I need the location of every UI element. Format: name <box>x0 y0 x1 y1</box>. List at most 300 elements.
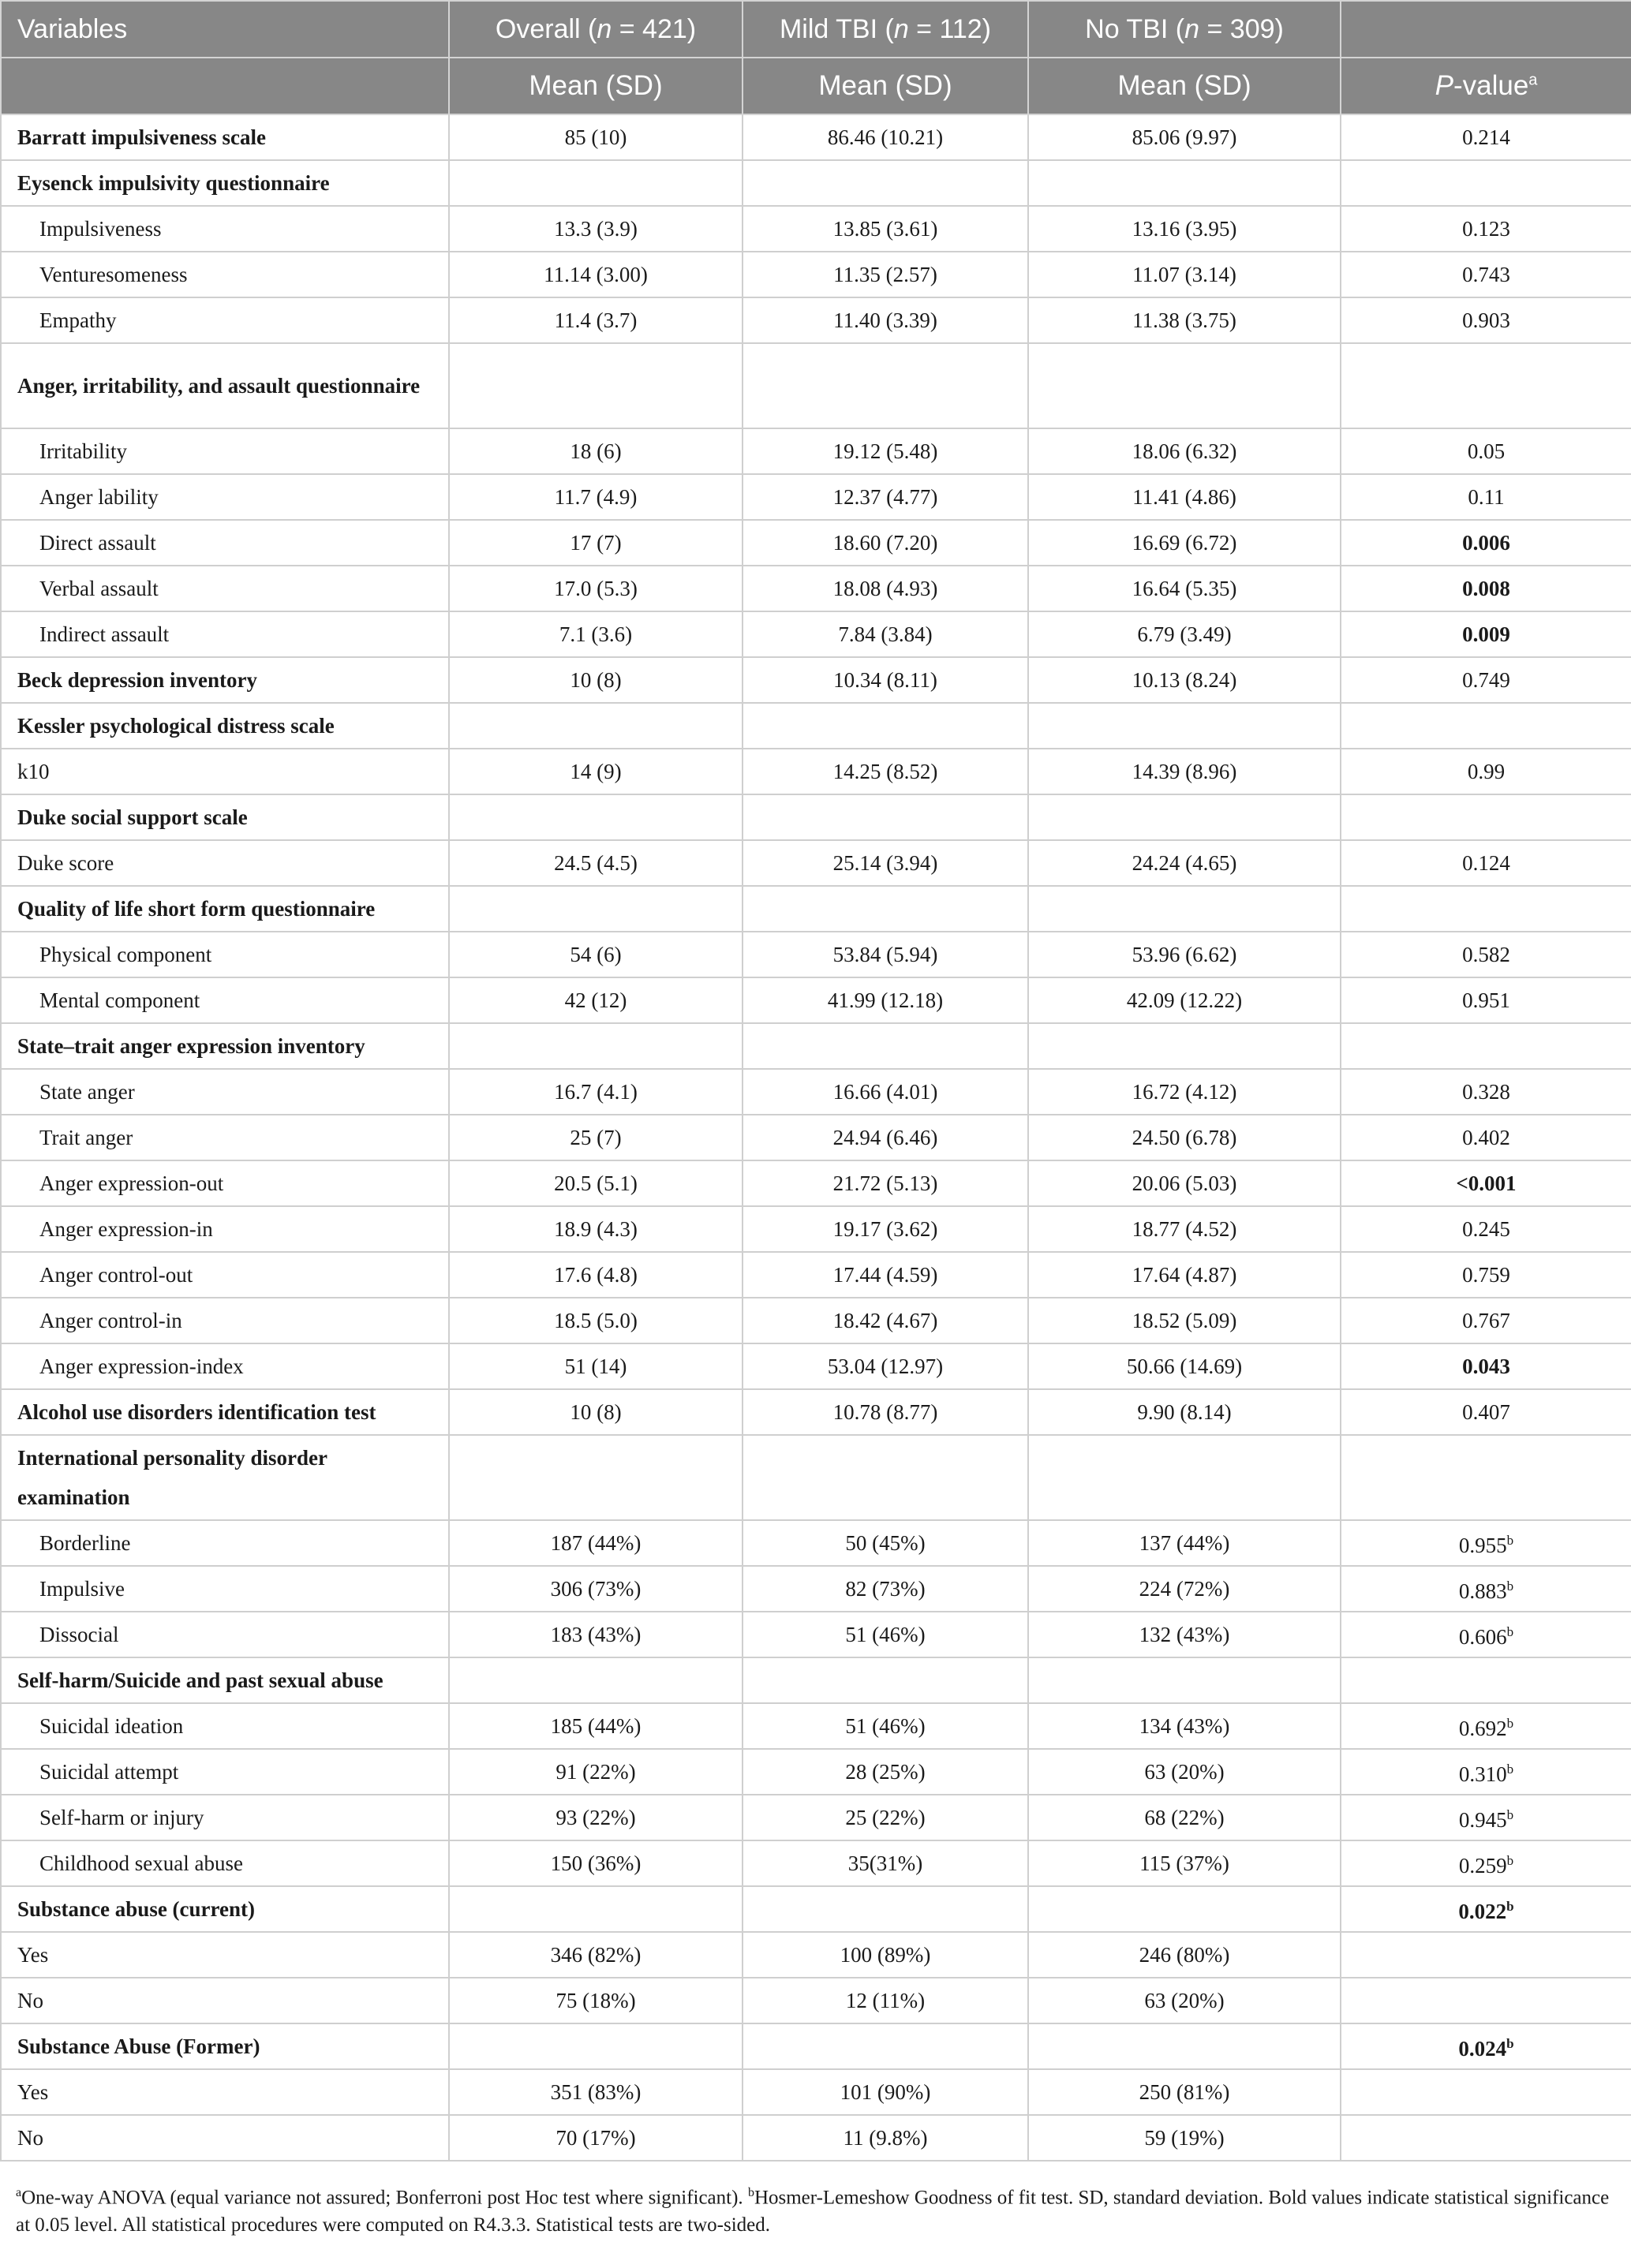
row-label: Verbal assault <box>1 566 449 611</box>
table-row <box>1 1343 1631 1389</box>
cell-no-tbi <box>1028 1023 1341 1069</box>
cell-pvalue <box>1341 1069 1631 1115</box>
footnote-marker: b <box>1506 2036 1514 2051</box>
cell-pvalue <box>1341 749 1631 794</box>
cell-no-tbi: 18.06 (6.32) <box>1028 428 1341 474</box>
cell-mild-tbi: 21.72 (5.13) <box>743 1160 1028 1206</box>
table-row <box>1 1795 1631 1840</box>
cell-mild-tbi: 11.40 (3.39) <box>743 297 1028 343</box>
row-label: Impulsiveness <box>1 206 449 252</box>
table-header <box>1 1 1631 114</box>
cell-overall: 7.1 (3.6) <box>449 611 743 657</box>
cell-mild-tbi: 14.25 (8.52) <box>743 749 1028 794</box>
header-blank <box>1341 1 1631 58</box>
cell-mild-tbi: 18.42 (4.67) <box>743 1298 1028 1343</box>
header-mild-tbi: Mild TBI (n = 112) <box>743 1 1028 58</box>
cell-overall: 11.7 (4.9) <box>449 474 743 520</box>
pvalue-text: 0.310 <box>1458 1762 1507 1786</box>
cell-no-tbi <box>1028 1435 1341 1520</box>
cell-pvalue <box>1341 1520 1631 1566</box>
pvalue-text: 0.749 <box>1462 668 1510 692</box>
cell-mild-tbi: 53.04 (12.97) <box>743 1343 1028 1389</box>
table-row <box>1 1206 1631 1252</box>
row-label: Anger lability <box>1 474 449 520</box>
pvalue-text: 0.945 <box>1458 1808 1507 1832</box>
cell-mild-tbi <box>743 1886 1028 1932</box>
table-row <box>1 977 1631 1023</box>
row-label: No <box>1 1978 449 2023</box>
cell-no-tbi <box>1028 703 1341 749</box>
cell-overall <box>449 1435 743 1520</box>
cell-no-tbi: 11.07 (3.14) <box>1028 252 1341 297</box>
row-label: Barratt impulsiveness scale <box>1 114 449 160</box>
cell-no-tbi: 137 (44%) <box>1028 1520 1341 1566</box>
pvalue-text: 0.05 <box>1467 439 1506 463</box>
footnote-marker: b <box>1506 1762 1514 1777</box>
cell-mild-tbi: 100 (89%) <box>743 1932 1028 1978</box>
cell-mild-tbi: 17.44 (4.59) <box>743 1252 1028 1298</box>
cell-overall: 306 (73%) <box>449 1566 743 1612</box>
row-label: Physical component <box>1 932 449 977</box>
cell-mild-tbi <box>743 794 1028 840</box>
cell-no-tbi: 53.96 (6.62) <box>1028 932 1341 977</box>
cell-no-tbi: 11.41 (4.86) <box>1028 474 1341 520</box>
pvalue-text: 0.123 <box>1462 217 1510 241</box>
header-mean-sd: Mean (SD) <box>449 58 743 114</box>
cell-overall: 187 (44%) <box>449 1520 743 1566</box>
table-row <box>1 1389 1631 1435</box>
cell-overall <box>449 794 743 840</box>
table-row <box>1 1115 1631 1160</box>
row-label: Dissocial <box>1 1612 449 1657</box>
table-row <box>1 474 1631 520</box>
cell-no-tbi: 17.64 (4.87) <box>1028 1252 1341 1298</box>
row-label: Borderline <box>1 1520 449 1566</box>
cell-pvalue <box>1341 1435 1631 1520</box>
cell-overall: 11.14 (3.00) <box>449 252 743 297</box>
table-row <box>1 1749 1631 1795</box>
footnote-marker: b <box>1506 1533 1514 1548</box>
cell-pvalue <box>1341 1795 1631 1840</box>
cell-pvalue <box>1341 1566 1631 1612</box>
row-label: Impulsive <box>1 1566 449 1612</box>
table-row <box>1 2069 1631 2115</box>
cell-no-tbi: 14.39 (8.96) <box>1028 749 1341 794</box>
row-label: Yes <box>1 1932 449 1978</box>
row-label: Suicidal attempt <box>1 1749 449 1795</box>
pvalue-text: 0.99 <box>1467 760 1506 783</box>
cell-overall: 42 (12) <box>449 977 743 1023</box>
cell-no-tbi: 59 (19%) <box>1028 2115 1341 2161</box>
header-no-tbi: No TBI (n = 309) <box>1028 1 1341 58</box>
cell-mild-tbi: 10.78 (8.77) <box>743 1389 1028 1435</box>
cell-mild-tbi: 101 (90%) <box>743 2069 1028 2115</box>
row-label: Irritability <box>1 428 449 474</box>
pvalue-text: 0.009 <box>1462 622 1510 646</box>
cell-overall: 10 (8) <box>449 657 743 703</box>
cell-pvalue <box>1341 1343 1631 1389</box>
header-row-groups <box>1 1 1631 58</box>
cell-overall <box>449 703 743 749</box>
cell-no-tbi: 63 (20%) <box>1028 1978 1341 2023</box>
cell-pvalue <box>1341 1252 1631 1298</box>
pvalue-text: 0.008 <box>1462 577 1510 600</box>
cell-overall: 16.7 (4.1) <box>449 1069 743 1115</box>
cell-overall: 346 (82%) <box>449 1932 743 1978</box>
pvalue-text: 0.767 <box>1462 1309 1510 1332</box>
pvalue-text: 0.214 <box>1462 125 1510 149</box>
cell-no-tbi <box>1028 1886 1341 1932</box>
header-overall: Overall (n = 421) <box>449 1 743 58</box>
row-label: No <box>1 2115 449 2161</box>
cell-pvalue <box>1341 1612 1631 1657</box>
cell-mild-tbi: 18.60 (7.20) <box>743 520 1028 566</box>
footnote-marker: b <box>1506 1899 1514 1914</box>
cell-overall: 183 (43%) <box>449 1612 743 1657</box>
cell-mild-tbi: 82 (73%) <box>743 1566 1028 1612</box>
cell-overall <box>449 1023 743 1069</box>
cell-pvalue <box>1341 428 1631 474</box>
row-label: Substance abuse (current) <box>1 1886 449 1932</box>
cell-mild-tbi: 50 (45%) <box>743 1520 1028 1566</box>
pvalue-text: 0.245 <box>1462 1217 1510 1241</box>
cell-no-tbi: 132 (43%) <box>1028 1612 1341 1657</box>
cell-mild-tbi: 24.94 (6.46) <box>743 1115 1028 1160</box>
pvalue-text: <0.001 <box>1456 1171 1517 1195</box>
table-row <box>1 657 1631 703</box>
pvalue-text: 0.883 <box>1458 1579 1507 1603</box>
row-label: State anger <box>1 1069 449 1115</box>
cell-mild-tbi: 13.85 (3.61) <box>743 206 1028 252</box>
table-row <box>1 1520 1631 1566</box>
header-row-stats <box>1 58 1631 114</box>
header-blank <box>1 58 449 114</box>
pvalue-text: 0.759 <box>1462 1263 1510 1287</box>
cell-mild-tbi <box>743 886 1028 932</box>
cell-no-tbi: 134 (43%) <box>1028 1703 1341 1749</box>
table-body <box>1 114 1631 2161</box>
table-row <box>1 428 1631 474</box>
cell-no-tbi: 224 (72%) <box>1028 1566 1341 1612</box>
table-row <box>1 1703 1631 1749</box>
row-label: Anger expression-index <box>1 1343 449 1389</box>
table-row <box>1 1435 1631 1520</box>
cell-no-tbi: 16.72 (4.12) <box>1028 1069 1341 1115</box>
row-label: Self-harm or injury <box>1 1795 449 1840</box>
cell-no-tbi: 13.16 (3.95) <box>1028 206 1341 252</box>
cell-overall: 17 (7) <box>449 520 743 566</box>
cell-mild-tbi <box>743 1657 1028 1703</box>
cell-pvalue <box>1341 1023 1631 1069</box>
cell-mild-tbi: 10.34 (8.11) <box>743 657 1028 703</box>
cell-overall: 11.4 (3.7) <box>449 297 743 343</box>
table-row <box>1 1160 1631 1206</box>
table-footnote: $^a$One-way ANOVA (equal variance not assured; Bonferroni post Hoc test where significant). $^b$Hosmer-Lemeshow Goodness of fit test. SD, standard deviation. Bold values indicate statistical significance at 0.05 level. All statistical procedures were computed on R4.3.3. Statistical tests are two-sided. <box>16 2186 1610 2236</box>
cell-pvalue <box>1341 1703 1631 1749</box>
table-row <box>1 1069 1631 1115</box>
cell-pvalue <box>1341 1840 1631 1886</box>
cell-overall: 91 (22%) <box>449 1749 743 1795</box>
pvalue-text: 0.407 <box>1462 1400 1510 1424</box>
cell-mild-tbi <box>743 343 1028 428</box>
cell-no-tbi <box>1028 794 1341 840</box>
table-row <box>1 1840 1631 1886</box>
cell-pvalue <box>1341 657 1631 703</box>
cell-pvalue <box>1341 1298 1631 1343</box>
cell-pvalue <box>1341 114 1631 160</box>
row-label: Anger, irritability, and assault questionnaire <box>1 343 449 428</box>
cell-no-tbi: 10.13 (8.24) <box>1028 657 1341 703</box>
pvalue-text: 0.402 <box>1462 1126 1510 1149</box>
pvalue-text: 0.328 <box>1462 1080 1510 1104</box>
cell-overall: 185 (44%) <box>449 1703 743 1749</box>
row-label: Anger control-in <box>1 1298 449 1343</box>
row-label: Indirect assault <box>1 611 449 657</box>
table-row <box>1 2023 1631 2069</box>
cell-pvalue <box>1341 932 1631 977</box>
pvalue-text: 0.006 <box>1462 531 1510 555</box>
cell-no-tbi: 24.24 (4.65) <box>1028 840 1341 886</box>
cell-pvalue <box>1341 1886 1631 1932</box>
cell-mild-tbi <box>743 1435 1028 1520</box>
pvalue-text: 0.043 <box>1462 1354 1510 1378</box>
cell-overall <box>449 886 743 932</box>
cell-pvalue <box>1341 566 1631 611</box>
cell-mild-tbi <box>743 1023 1028 1069</box>
cell-pvalue <box>1341 474 1631 520</box>
table-row <box>1 749 1631 794</box>
cell-pvalue <box>1341 343 1631 428</box>
cell-mild-tbi: 16.66 (4.01) <box>743 1069 1028 1115</box>
table-row <box>1 1023 1631 1069</box>
table-row <box>1 1978 1631 2023</box>
cell-mild-tbi: 25 (22%) <box>743 1795 1028 1840</box>
cell-no-tbi: 24.50 (6.78) <box>1028 1115 1341 1160</box>
cell-mild-tbi: 18.08 (4.93) <box>743 566 1028 611</box>
cell-no-tbi <box>1028 343 1341 428</box>
row-label: Anger expression-in <box>1 1206 449 1252</box>
cell-overall: 13.3 (3.9) <box>449 206 743 252</box>
cell-mild-tbi: 51 (46%) <box>743 1612 1028 1657</box>
cell-overall: 150 (36%) <box>449 1840 743 1886</box>
row-label: Kessler psychological distress scale <box>1 703 449 749</box>
pvalue-text: 0.743 <box>1462 263 1510 286</box>
row-label: State–trait anger expression inventory <box>1 1023 449 1069</box>
cell-pvalue <box>1341 1206 1631 1252</box>
cell-no-tbi: 85.06 (9.97) <box>1028 114 1341 160</box>
footnote-marker: b <box>1506 1579 1514 1594</box>
cell-overall: 17.0 (5.3) <box>449 566 743 611</box>
cell-mild-tbi: 7.84 (3.84) <box>743 611 1028 657</box>
row-label: Anger control-out <box>1 1252 449 1298</box>
cell-pvalue <box>1341 2023 1631 2069</box>
cell-mild-tbi: 25.14 (3.94) <box>743 840 1028 886</box>
table-row <box>1 703 1631 749</box>
pvalue-text: 0.11 <box>1468 485 1505 509</box>
cell-pvalue <box>1341 1978 1631 2023</box>
cell-overall: 24.5 (4.5) <box>449 840 743 886</box>
row-label: Substance Abuse (Former) <box>1 2023 449 2069</box>
cell-overall: 351 (83%) <box>449 2069 743 2115</box>
header-mean-sd: Mean (SD) <box>1028 58 1341 114</box>
row-label: Direct assault <box>1 520 449 566</box>
cell-mild-tbi <box>743 703 1028 749</box>
cell-pvalue <box>1341 520 1631 566</box>
cell-no-tbi: 18.52 (5.09) <box>1028 1298 1341 1343</box>
table-row <box>1 1252 1631 1298</box>
cell-overall: 75 (18%) <box>449 1978 743 2023</box>
cell-overall: 70 (17%) <box>449 2115 743 2161</box>
cell-overall <box>449 160 743 206</box>
footnote-marker: b <box>1506 1716 1514 1731</box>
cell-overall: 14 (9) <box>449 749 743 794</box>
table-row <box>1 932 1631 977</box>
cell-no-tbi: 18.77 (4.52) <box>1028 1206 1341 1252</box>
cell-overall: 20.5 (5.1) <box>449 1160 743 1206</box>
row-label: Empathy <box>1 297 449 343</box>
cell-no-tbi: 68 (22%) <box>1028 1795 1341 1840</box>
cell-overall: 85 (10) <box>449 114 743 160</box>
table-row <box>1 343 1631 428</box>
cell-pvalue <box>1341 1160 1631 1206</box>
cell-overall: 18 (6) <box>449 428 743 474</box>
cell-pvalue <box>1341 206 1631 252</box>
footnote-marker: b <box>1506 1624 1514 1639</box>
header-mean-sd: Mean (SD) <box>743 58 1028 114</box>
cell-pvalue <box>1341 252 1631 297</box>
table-row <box>1 1298 1631 1343</box>
cell-pvalue <box>1341 611 1631 657</box>
table-row <box>1 297 1631 343</box>
row-label: Suicidal ideation <box>1 1703 449 1749</box>
cell-mild-tbi: 35(31%) <box>743 1840 1028 1886</box>
table-row <box>1 114 1631 160</box>
header-variables: Variables <box>1 1 449 58</box>
cell-pvalue <box>1341 1657 1631 1703</box>
cell-mild-tbi: 12.37 (4.77) <box>743 474 1028 520</box>
row-label: Eysenck impulsivity questionnaire <box>1 160 449 206</box>
cell-pvalue <box>1341 1932 1631 1978</box>
cell-pvalue <box>1341 1749 1631 1795</box>
cell-mild-tbi: 11.35 (2.57) <box>743 252 1028 297</box>
cell-no-tbi: 63 (20%) <box>1028 1749 1341 1795</box>
pvalue-text: 0.606 <box>1458 1625 1507 1649</box>
cell-mild-tbi: 12 (11%) <box>743 1978 1028 2023</box>
cell-mild-tbi: 28 (25%) <box>743 1749 1028 1795</box>
row-label: Duke score <box>1 840 449 886</box>
cell-mild-tbi <box>743 160 1028 206</box>
row-label: Quality of life short form questionnaire <box>1 886 449 932</box>
pvalue-text: 0.692 <box>1458 1717 1507 1740</box>
cell-pvalue <box>1341 160 1631 206</box>
cell-pvalue <box>1341 1389 1631 1435</box>
table-row <box>1 794 1631 840</box>
table-row <box>1 252 1631 297</box>
cell-overall <box>449 2023 743 2069</box>
row-label: Venturesomeness <box>1 252 449 297</box>
pvalue-text: 0.022 <box>1458 1900 1507 1923</box>
pvalue-text: 0.259 <box>1458 1854 1507 1878</box>
table-row <box>1 611 1631 657</box>
cell-pvalue <box>1341 1115 1631 1160</box>
table-row <box>1 886 1631 932</box>
row-label: Mental component <box>1 977 449 1023</box>
cell-mild-tbi: 19.17 (3.62) <box>743 1206 1028 1252</box>
cell-overall: 93 (22%) <box>449 1795 743 1840</box>
cell-mild-tbi: 51 (46%) <box>743 1703 1028 1749</box>
cell-no-tbi <box>1028 1657 1341 1703</box>
cell-pvalue <box>1341 2069 1631 2115</box>
pvalue-text: 0.582 <box>1462 943 1510 966</box>
cell-no-tbi <box>1028 2023 1341 2069</box>
footnote-marker: b <box>1506 1807 1514 1822</box>
row-label: Alcohol use disorders identification test <box>1 1389 449 1435</box>
pvalue-text: 0.903 <box>1462 308 1510 332</box>
pvalue-text: 0.955 <box>1458 1534 1507 1557</box>
row-label: Duke social support scale <box>1 794 449 840</box>
row-label: Beck depression inventory <box>1 657 449 703</box>
cell-overall <box>449 1657 743 1703</box>
cell-no-tbi: 250 (81%) <box>1028 2069 1341 2115</box>
table-row <box>1 1886 1631 1932</box>
table-row <box>1 1657 1631 1703</box>
footnote-marker: b <box>1506 1853 1514 1868</box>
cell-overall: 18.9 (4.3) <box>449 1206 743 1252</box>
table-row <box>1 2115 1631 2161</box>
table-row <box>1 160 1631 206</box>
cell-overall <box>449 1886 743 1932</box>
cell-pvalue <box>1341 2115 1631 2161</box>
cell-mild-tbi: 19.12 (5.48) <box>743 428 1028 474</box>
row-label: International personality disorder examination <box>1 1435 449 1520</box>
pvalue-text: 0.951 <box>1462 988 1510 1012</box>
table-row <box>1 566 1631 611</box>
table-row <box>1 1612 1631 1657</box>
cell-no-tbi: 16.69 (6.72) <box>1028 520 1341 566</box>
cell-overall: 18.5 (5.0) <box>449 1298 743 1343</box>
pvalue-text: 0.024 <box>1458 2037 1507 2061</box>
table-row <box>1 520 1631 566</box>
cell-no-tbi: 42.09 (12.22) <box>1028 977 1341 1023</box>
cell-mild-tbi: 41.99 (12.18) <box>743 977 1028 1023</box>
cell-pvalue <box>1341 794 1631 840</box>
cell-pvalue <box>1341 886 1631 932</box>
cell-overall <box>449 343 743 428</box>
cell-pvalue <box>1341 297 1631 343</box>
cell-no-tbi: 50.66 (14.69) <box>1028 1343 1341 1389</box>
cell-no-tbi: 16.64 (5.35) <box>1028 566 1341 611</box>
row-label: k10 <box>1 749 449 794</box>
table-row <box>1 1566 1631 1612</box>
table-row <box>1 1932 1631 1978</box>
row-label: Yes <box>1 2069 449 2115</box>
row-label: Anger expression-out <box>1 1160 449 1206</box>
cell-no-tbi: 9.90 (8.14) <box>1028 1389 1341 1435</box>
cell-overall: 51 (14) <box>449 1343 743 1389</box>
cell-overall: 17.6 (4.8) <box>449 1252 743 1298</box>
cell-overall: 54 (6) <box>449 932 743 977</box>
cell-no-tbi: 11.38 (3.75) <box>1028 297 1341 343</box>
cell-no-tbi <box>1028 886 1341 932</box>
table-row <box>1 206 1631 252</box>
row-label: Self-harm/Suicide and past sexual abuse <box>1 1657 449 1703</box>
cell-overall: 10 (8) <box>449 1389 743 1435</box>
cell-no-tbi: 115 (37%) <box>1028 1840 1341 1886</box>
row-label: Childhood sexual abuse <box>1 1840 449 1886</box>
cell-no-tbi <box>1028 160 1341 206</box>
header-pvalue: P-value$^a$ <box>1341 58 1631 114</box>
cell-mild-tbi: 53.84 (5.94) <box>743 932 1028 977</box>
